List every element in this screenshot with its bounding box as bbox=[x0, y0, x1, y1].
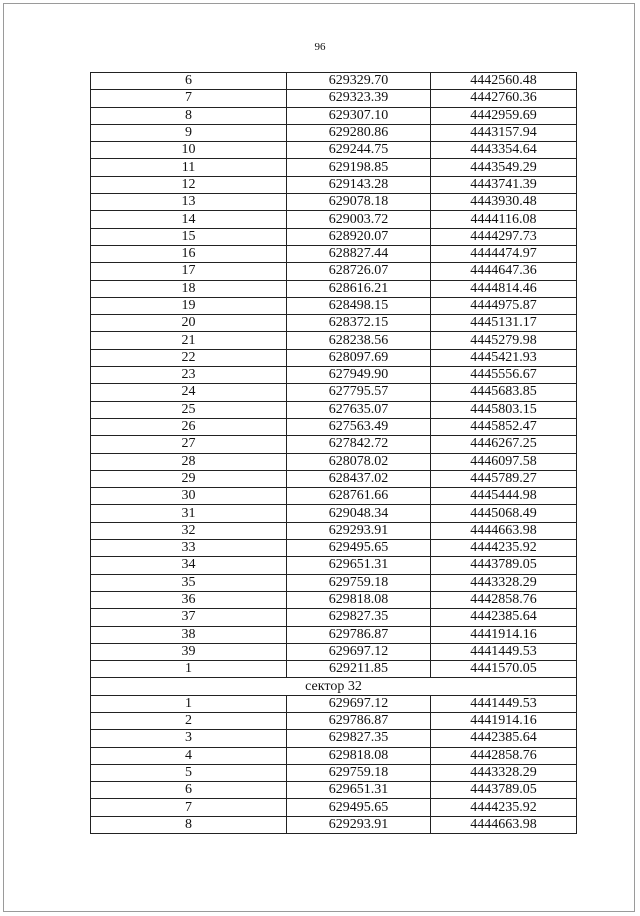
table-row bbox=[91, 142, 577, 159]
point-number-cell: 26 bbox=[91, 418, 287, 435]
y-coordinate-cell: 4442385.64 bbox=[431, 609, 577, 626]
point-number-cell: 15 bbox=[91, 228, 287, 245]
table-row bbox=[91, 384, 577, 401]
table-row bbox=[91, 367, 577, 384]
x-coordinate-cell: 629697.12 bbox=[287, 643, 431, 660]
table-row bbox=[91, 609, 577, 626]
x-coordinate-cell: 628761.66 bbox=[287, 488, 431, 505]
table-row bbox=[91, 574, 577, 591]
y-coordinate-cell: 4443789.05 bbox=[431, 557, 577, 574]
x-coordinate-cell: 628372.15 bbox=[287, 315, 431, 332]
table-row bbox=[91, 488, 577, 505]
table-row bbox=[91, 470, 577, 487]
point-number-cell: 13 bbox=[91, 194, 287, 211]
x-coordinate-cell: 628726.07 bbox=[287, 263, 431, 280]
x-coordinate-cell: 629307.10 bbox=[287, 107, 431, 124]
coordinates-table-body bbox=[91, 73, 577, 834]
point-number-cell: 27 bbox=[91, 436, 287, 453]
table-row bbox=[91, 73, 577, 90]
x-coordinate-cell: 629280.86 bbox=[287, 124, 431, 141]
y-coordinate-cell: 4441914.16 bbox=[431, 712, 577, 729]
x-coordinate-cell: 627795.57 bbox=[287, 384, 431, 401]
x-coordinate-cell: 629323.39 bbox=[287, 90, 431, 107]
table-row bbox=[91, 194, 577, 211]
x-coordinate-cell: 629759.18 bbox=[287, 574, 431, 591]
x-coordinate-cell: 628498.15 bbox=[287, 297, 431, 314]
y-coordinate-cell: 4446267.25 bbox=[431, 436, 577, 453]
section-header-row bbox=[91, 678, 577, 695]
y-coordinate-cell: 4443328.29 bbox=[431, 764, 577, 781]
table-row bbox=[91, 90, 577, 107]
y-coordinate-cell: 4444235.92 bbox=[431, 799, 577, 816]
table-row bbox=[91, 332, 577, 349]
point-number-cell: 16 bbox=[91, 245, 287, 262]
y-coordinate-cell: 4444647.36 bbox=[431, 263, 577, 280]
point-number-cell: 18 bbox=[91, 280, 287, 297]
point-number-cell: 6 bbox=[91, 73, 287, 90]
x-coordinate-cell: 629651.31 bbox=[287, 557, 431, 574]
y-coordinate-cell: 4444297.73 bbox=[431, 228, 577, 245]
y-coordinate-cell: 4443789.05 bbox=[431, 782, 577, 799]
point-number-cell: 23 bbox=[91, 367, 287, 384]
y-coordinate-cell: 4441570.05 bbox=[431, 661, 577, 678]
point-number-cell: 20 bbox=[91, 315, 287, 332]
x-coordinate-cell: 628827.44 bbox=[287, 245, 431, 262]
point-number-cell: 5 bbox=[91, 764, 287, 781]
table-row bbox=[91, 280, 577, 297]
y-coordinate-cell: 4445683.85 bbox=[431, 384, 577, 401]
point-number-cell: 12 bbox=[91, 176, 287, 193]
table-row bbox=[91, 349, 577, 366]
x-coordinate-cell: 629211.85 bbox=[287, 661, 431, 678]
table-row bbox=[91, 782, 577, 799]
x-coordinate-cell: 627563.49 bbox=[287, 418, 431, 435]
table-row bbox=[91, 211, 577, 228]
table-row bbox=[91, 522, 577, 539]
table-row bbox=[91, 626, 577, 643]
y-coordinate-cell: 4445421.93 bbox=[431, 349, 577, 366]
y-coordinate-cell: 4442959.69 bbox=[431, 107, 577, 124]
x-coordinate-cell: 628437.02 bbox=[287, 470, 431, 487]
table-row bbox=[91, 557, 577, 574]
table-row bbox=[91, 159, 577, 176]
x-coordinate-cell: 629293.91 bbox=[287, 522, 431, 539]
x-coordinate-cell: 628920.07 bbox=[287, 228, 431, 245]
table-row bbox=[91, 799, 577, 816]
point-number-cell: 36 bbox=[91, 591, 287, 608]
y-coordinate-cell: 4446097.58 bbox=[431, 453, 577, 470]
x-coordinate-cell: 628078.02 bbox=[287, 453, 431, 470]
point-number-cell: 29 bbox=[91, 470, 287, 487]
point-number-cell: 37 bbox=[91, 609, 287, 626]
y-coordinate-cell: 4442858.76 bbox=[431, 591, 577, 608]
x-coordinate-cell: 629651.31 bbox=[287, 782, 431, 799]
y-coordinate-cell: 4444474.97 bbox=[431, 245, 577, 262]
point-number-cell: 9 bbox=[91, 124, 287, 141]
table-row bbox=[91, 591, 577, 608]
table-row bbox=[91, 695, 577, 712]
point-number-cell: 38 bbox=[91, 626, 287, 643]
point-number-cell: 31 bbox=[91, 505, 287, 522]
table-row bbox=[91, 643, 577, 660]
x-coordinate-cell: 629818.08 bbox=[287, 747, 431, 764]
table-row bbox=[91, 816, 577, 833]
x-coordinate-cell: 629697.12 bbox=[287, 695, 431, 712]
point-number-cell: 8 bbox=[91, 107, 287, 124]
point-number-cell: 10 bbox=[91, 142, 287, 159]
point-number-cell: 33 bbox=[91, 540, 287, 557]
point-number-cell: 39 bbox=[91, 643, 287, 660]
y-coordinate-cell: 4445852.47 bbox=[431, 418, 577, 435]
y-coordinate-cell: 4444116.08 bbox=[431, 211, 577, 228]
y-coordinate-cell: 4444814.46 bbox=[431, 280, 577, 297]
point-number-cell: 24 bbox=[91, 384, 287, 401]
section-title: сектор 32 bbox=[91, 678, 577, 695]
point-number-cell: 11 bbox=[91, 159, 287, 176]
point-number-cell: 1 bbox=[91, 661, 287, 678]
point-number-cell: 7 bbox=[91, 799, 287, 816]
table-row bbox=[91, 107, 577, 124]
x-coordinate-cell: 629048.34 bbox=[287, 505, 431, 522]
y-coordinate-cell: 4445279.98 bbox=[431, 332, 577, 349]
x-coordinate-cell: 627949.90 bbox=[287, 367, 431, 384]
y-coordinate-cell: 4445068.49 bbox=[431, 505, 577, 522]
point-number-cell: 35 bbox=[91, 574, 287, 591]
table-row bbox=[91, 124, 577, 141]
y-coordinate-cell: 4445444.98 bbox=[431, 488, 577, 505]
y-coordinate-cell: 4441914.16 bbox=[431, 626, 577, 643]
table-row bbox=[91, 505, 577, 522]
table-row bbox=[91, 228, 577, 245]
point-number-cell: 19 bbox=[91, 297, 287, 314]
y-coordinate-cell: 4441449.53 bbox=[431, 695, 577, 712]
table-row bbox=[91, 764, 577, 781]
y-coordinate-cell: 4443549.29 bbox=[431, 159, 577, 176]
x-coordinate-cell: 629078.18 bbox=[287, 194, 431, 211]
table-row bbox=[91, 297, 577, 314]
y-coordinate-cell: 4444663.98 bbox=[431, 816, 577, 833]
point-number-cell: 32 bbox=[91, 522, 287, 539]
y-coordinate-cell: 4445556.67 bbox=[431, 367, 577, 384]
x-coordinate-cell: 629329.70 bbox=[287, 73, 431, 90]
table-row bbox=[91, 730, 577, 747]
x-coordinate-cell: 629293.91 bbox=[287, 816, 431, 833]
point-number-cell: 28 bbox=[91, 453, 287, 470]
point-number-cell: 4 bbox=[91, 747, 287, 764]
page-number: 96 bbox=[314, 41, 326, 53]
x-coordinate-cell: 628097.69 bbox=[287, 349, 431, 366]
x-coordinate-cell: 629495.65 bbox=[287, 799, 431, 816]
point-number-cell: 21 bbox=[91, 332, 287, 349]
table-row bbox=[91, 315, 577, 332]
y-coordinate-cell: 4443354.64 bbox=[431, 142, 577, 159]
x-coordinate-cell: 629198.85 bbox=[287, 159, 431, 176]
y-coordinate-cell: 4441449.53 bbox=[431, 643, 577, 660]
y-coordinate-cell: 4444235.92 bbox=[431, 540, 577, 557]
x-coordinate-cell: 629827.35 bbox=[287, 730, 431, 747]
point-number-cell: 14 bbox=[91, 211, 287, 228]
y-coordinate-cell: 4443328.29 bbox=[431, 574, 577, 591]
y-coordinate-cell: 4445803.15 bbox=[431, 401, 577, 418]
y-coordinate-cell: 4443741.39 bbox=[431, 176, 577, 193]
point-number-cell: 17 bbox=[91, 263, 287, 280]
y-coordinate-cell: 4444663.98 bbox=[431, 522, 577, 539]
x-coordinate-cell: 629759.18 bbox=[287, 764, 431, 781]
point-number-cell: 22 bbox=[91, 349, 287, 366]
table-row bbox=[91, 245, 577, 262]
y-coordinate-cell: 4444975.87 bbox=[431, 297, 577, 314]
coordinates-table bbox=[90, 72, 577, 834]
y-coordinate-cell: 4443157.94 bbox=[431, 124, 577, 141]
y-coordinate-cell: 4442560.48 bbox=[431, 73, 577, 90]
y-coordinate-cell: 4442760.36 bbox=[431, 90, 577, 107]
x-coordinate-cell: 627842.72 bbox=[287, 436, 431, 453]
x-coordinate-cell: 629244.75 bbox=[287, 142, 431, 159]
x-coordinate-cell: 628616.21 bbox=[287, 280, 431, 297]
table-row bbox=[91, 453, 577, 470]
point-number-cell: 3 bbox=[91, 730, 287, 747]
point-number-cell: 6 bbox=[91, 782, 287, 799]
x-coordinate-cell: 629827.35 bbox=[287, 609, 431, 626]
point-number-cell: 25 bbox=[91, 401, 287, 418]
table-row bbox=[91, 418, 577, 435]
y-coordinate-cell: 4443930.48 bbox=[431, 194, 577, 211]
x-coordinate-cell: 629495.65 bbox=[287, 540, 431, 557]
table-row bbox=[91, 661, 577, 678]
table-row bbox=[91, 176, 577, 193]
table-row bbox=[91, 401, 577, 418]
x-coordinate-cell: 629003.72 bbox=[287, 211, 431, 228]
point-number-cell: 34 bbox=[91, 557, 287, 574]
point-number-cell: 2 bbox=[91, 712, 287, 729]
point-number-cell: 7 bbox=[91, 90, 287, 107]
x-coordinate-cell: 629143.28 bbox=[287, 176, 431, 193]
x-coordinate-cell: 629786.87 bbox=[287, 626, 431, 643]
point-number-cell: 8 bbox=[91, 816, 287, 833]
y-coordinate-cell: 4445789.27 bbox=[431, 470, 577, 487]
table-row bbox=[91, 747, 577, 764]
y-coordinate-cell: 4442858.76 bbox=[431, 747, 577, 764]
point-number-cell: 1 bbox=[91, 695, 287, 712]
y-coordinate-cell: 4442385.64 bbox=[431, 730, 577, 747]
table-row bbox=[91, 263, 577, 280]
table-row bbox=[91, 540, 577, 557]
point-number-cell: 30 bbox=[91, 488, 287, 505]
x-coordinate-cell: 629818.08 bbox=[287, 591, 431, 608]
table-row bbox=[91, 436, 577, 453]
y-coordinate-cell: 4445131.17 bbox=[431, 315, 577, 332]
x-coordinate-cell: 627635.07 bbox=[287, 401, 431, 418]
x-coordinate-cell: 629786.87 bbox=[287, 712, 431, 729]
x-coordinate-cell: 628238.56 bbox=[287, 332, 431, 349]
table-row bbox=[91, 712, 577, 729]
